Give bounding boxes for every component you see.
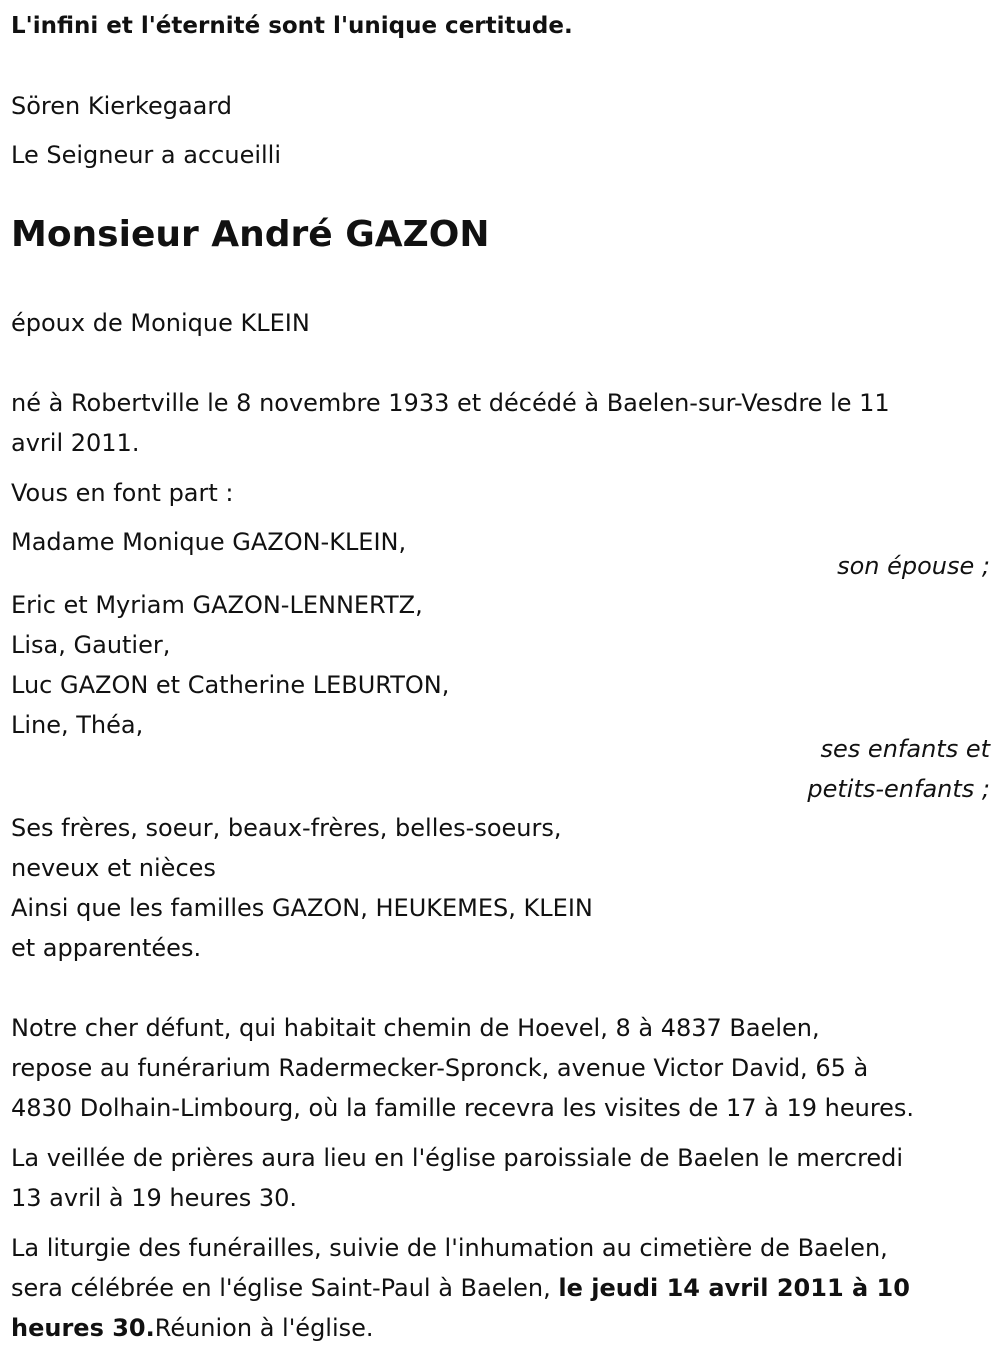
family-heading: Vous en font part :	[11, 479, 234, 507]
others-line: neveux et nièces	[11, 854, 216, 882]
birth-death-line-1: né à Robertville le 8 novembre 1933 et décédé à Baelen-sur-Vesdre le 11	[11, 389, 890, 417]
wake-line: Notre cher défunt, qui habitait chemin de Hoevel, 8 à 4837 Baelen,	[11, 1014, 820, 1042]
children-line: Eric et Myriam GAZON-LENNERTZ,	[11, 591, 423, 619]
children-relation-2: petits-enfants ;	[807, 775, 990, 803]
others-line: Ainsi que les familles GAZON, HEUKEMES, KLEIN	[11, 894, 593, 922]
wake-line: 4830 Dolhain-Limbourg, où la famille recevra les visites de 17 à 19 heures.	[11, 1094, 915, 1122]
children-line: Lisa, Gautier,	[11, 631, 171, 659]
epigraph-author: Sören Kierkegaard	[11, 92, 233, 120]
wake-line: repose au funérarium Radermecker-Spronck, avenue Victor David, 65 à	[11, 1054, 869, 1082]
others-line: Ses frères, soeur, beaux-frères, belles-soeurs,	[11, 814, 562, 842]
spouse-relation: son épouse ;	[837, 552, 990, 580]
children-line: Line, Théa,	[11, 711, 144, 739]
children-line: Luc GAZON et Catherine LEBURTON,	[11, 671, 450, 699]
funeral-line-2	[11, 1268, 910, 1308]
epigraph-quote: L'infini et l'éternité sont l'unique certitude.	[11, 13, 573, 39]
funeral-line-2-prefix: sera célébrée en l'église Saint-Paul à Baelen,	[11, 1274, 559, 1302]
spouse-name: Madame Monique GAZON-KLEIN,	[11, 528, 407, 556]
funeral-line-1: La liturgie des funérailles, suivie de l'inhumation au cimetière de Baelen,	[11, 1234, 888, 1262]
birth-death-line-2: avril 2011.	[11, 429, 140, 457]
children-relation-1: ses enfants et	[820, 735, 990, 763]
announcement-intro: Le Seigneur a accueilli	[11, 141, 282, 169]
vigil-line: La veillée de prières aura lieu en l'église paroissiale de Baelen le mercredi	[11, 1144, 904, 1172]
spouse-line: époux de Monique KLEIN	[11, 309, 310, 337]
funeral-date: le jeudi 14 avril 2011 à 10	[558, 1274, 910, 1302]
funeral-line-3	[11, 1308, 374, 1348]
others-line: et apparentées.	[11, 934, 202, 962]
deceased-name: Monsieur André GAZON	[11, 214, 490, 255]
vigil-line: 13 avril à 19 heures 30.	[11, 1184, 298, 1212]
funeral-line-3-suffix: Réunion à l'église.	[154, 1314, 374, 1342]
funeral-time: heures 30.	[11, 1314, 155, 1342]
